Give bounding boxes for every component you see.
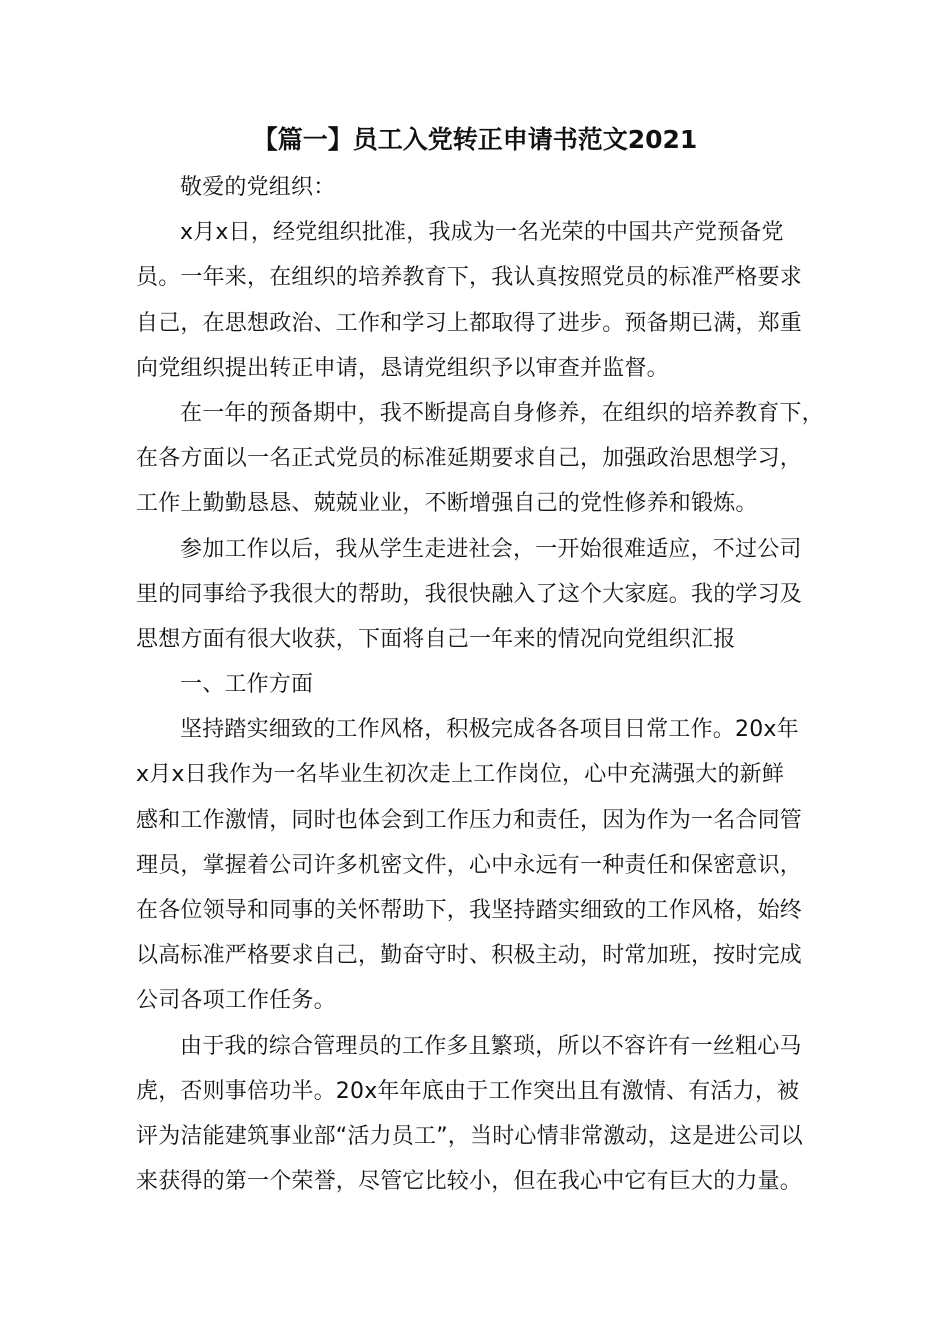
section-heading: 一、工作方面: [180, 672, 314, 698]
paragraph-line: x月x日，经党组织批准，我成为一名光荣的中国共产党预备党: [180, 220, 784, 246]
paragraph-line: 感和工作激情，同时也体会到工作压力和责任，因为作为一名合同管: [136, 807, 803, 833]
paragraph-line: 在各方面以一名正式党员的标准延期要求自己，加强政治思想学习，: [136, 446, 803, 472]
salutation-line: 敬爱的党组织：: [180, 175, 336, 200]
paragraph-line: 以高标准严格要求自己，勤奋守时、积极主动，时常加班，按时完成: [136, 943, 803, 969]
paragraph-line: 向党组织提出转正申请，恳请党组织予以审查并监督。: [136, 355, 669, 381]
paragraph-line: 在一年的预备期中，我不断提高自身修养，在组织的培养教育下，: [180, 400, 824, 426]
paragraph-line: 思想方面有很大收获，下面将自己一年来的情况向党组织汇报: [136, 626, 736, 652]
paragraph-line: 评为洁能建筑事业部“活力员工”，当时心情非常激动，这是进公司以: [136, 1123, 803, 1149]
paragraph-line: 参加工作以后，我从学生走进社会，一开始很难适应，不过公司: [180, 536, 802, 562]
paragraph-line: x月x日我作为一名毕业生初次走上工作岗位，心中充满强大的新鲜: [136, 762, 785, 788]
paragraph-line: 虎，否则事倍功半。20x年年底由于工作突出且有激情、有活力，被: [136, 1078, 800, 1104]
document-title: 【篇一】员工入党转正申请书范文2021: [252, 125, 698, 154]
paragraph-line: 自己，在思想政治、工作和学习上都取得了进步。预备期已满，郑重: [136, 310, 803, 336]
paragraph-line: 公司各项工作任务。: [136, 988, 336, 1014]
document-body: [136, 165, 836, 1204]
paragraph-line: 里的同事给予我很大的帮助，我很快融入了这个大家庭。我的学习及: [136, 581, 803, 607]
paragraph-line: 在各位领导和同事的关怀帮助下，我坚持踏实细致的工作风格，始终: [136, 898, 803, 923]
paragraph-line: 理员，掌握着公司许多机密文件，心中永远有一种责任和保密意识，: [136, 852, 803, 878]
paragraph-line: 坚持踏实细致的工作风格，积极完成各各项目日常工作。20x年: [180, 717, 799, 743]
paragraph-line: 员。一年来，在组织的培养教育下，我认真按照党员的标准严格要求: [136, 265, 803, 291]
paragraph-line: 工作上勤勤恳恳、兢兢业业，不断增强自己的党性修养和锻炼。: [136, 491, 758, 517]
paragraph-line: 来获得的第一个荣誉，尽管它比较小，但在我心中它有巨大的力量。: [136, 1169, 803, 1195]
paragraph-line: 由于我的综合管理员的工作多且繁琐，所以不容许有一丝粗心马: [180, 1033, 802, 1059]
